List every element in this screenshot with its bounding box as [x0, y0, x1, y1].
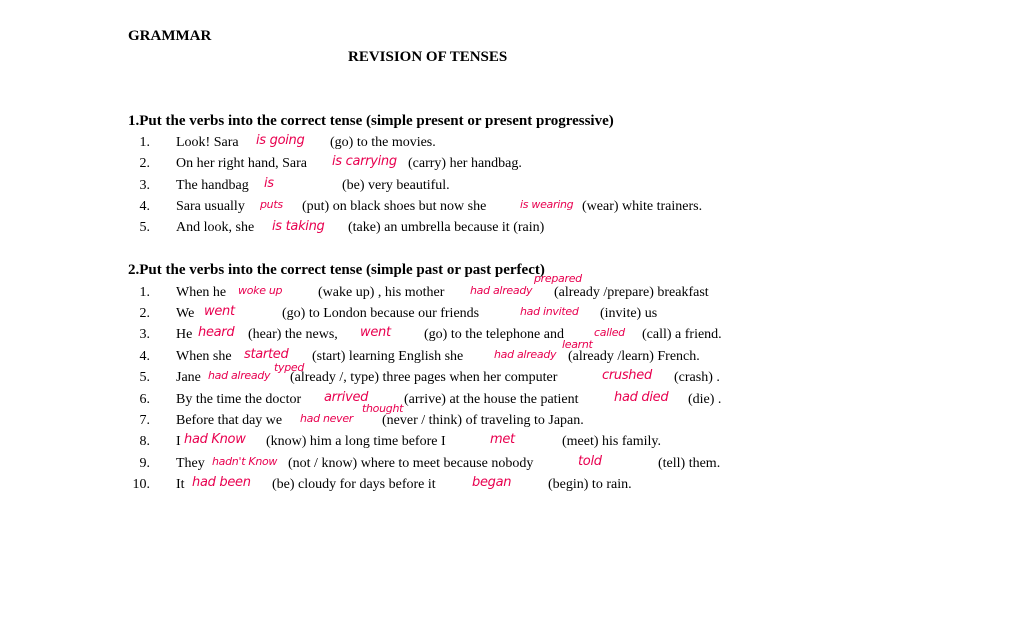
handwritten-answer: had invited [520, 305, 579, 318]
handwritten-answer: went [360, 325, 391, 340]
item-text: It [176, 477, 185, 492]
item-text: And look, she [176, 220, 255, 235]
item-text: I [176, 434, 181, 449]
item-number: 1. [139, 285, 150, 300]
item-text: Sara usually [176, 199, 245, 214]
item-text: (hear) the news, [248, 327, 338, 342]
item-text: They [176, 456, 205, 471]
grammar-label: GRAMMAR [128, 28, 212, 44]
item-text: When she [176, 349, 232, 364]
item-text: (start) learning English she [312, 349, 464, 364]
item-number: 10. [132, 477, 150, 492]
handwritten-answer-superscript: learnt [562, 338, 593, 351]
item-text: (be) very beautiful. [342, 178, 450, 193]
item-text: Look! Sara [176, 135, 239, 150]
handwritten-answer: had been [192, 475, 251, 490]
item-number: 6. [139, 392, 150, 407]
item-text: (go) to the telephone and [424, 327, 564, 342]
handwritten-answer-superscript: thought [362, 402, 404, 415]
item-text: (tell) them. [658, 456, 721, 471]
item-text: On her right hand, Sara [176, 156, 308, 171]
item-number: 5. [139, 370, 150, 385]
handwritten-answer: began [472, 475, 512, 490]
item-text: (put) on black shoes but now she [302, 199, 487, 214]
handwritten-answer-superscript: typed [274, 361, 305, 374]
handwritten-answer: told [578, 454, 602, 469]
handwritten-answer: called [594, 326, 625, 339]
item-text: (not / know) where to meet because nobody [288, 456, 534, 471]
item-text: (already /, type) three pages when her computer [290, 370, 558, 385]
section2-heading: 2.Put the verbs into the correct tense (simple past or past perfect) [128, 262, 545, 278]
item-number: 4. [139, 199, 150, 214]
handwritten-answer: is wearing [520, 198, 574, 211]
item-number: 3. [139, 178, 150, 193]
handwritten-answer: met [490, 432, 515, 447]
handwritten-answer: hadn't Know [212, 455, 278, 468]
item-text: (begin) to rain. [548, 477, 632, 492]
handwritten-answer: is carrying [332, 154, 397, 169]
item-number: 7. [139, 413, 150, 428]
item-number: 3. [139, 327, 150, 342]
item-number: 2. [139, 306, 150, 321]
item-text: When he [176, 285, 227, 300]
item-text: (call) a friend. [642, 327, 722, 342]
handwritten-answer: had Know [184, 432, 246, 447]
item-text: (wear) white trainers. [582, 199, 703, 214]
handwritten-answer: had already [494, 348, 557, 361]
handwritten-answer: had already [470, 284, 533, 297]
item-text: (arrive) at the house the patient [404, 392, 579, 407]
item-text: (crash) . [674, 370, 720, 385]
item-number: 4. [139, 349, 150, 364]
item-text: (go) to London because our friends [282, 306, 480, 321]
item-text: By the time the doctor [176, 392, 302, 407]
item-text: (never / think) of traveling to Japan. [382, 413, 584, 428]
handwritten-answer: had already [208, 369, 271, 382]
item-number: 8. [139, 434, 150, 449]
item-text: (take) an umbrella because it (rain) [348, 220, 545, 235]
handwritten-answer: is taking [272, 219, 325, 234]
item-text: (wake up) , his mother [318, 285, 445, 300]
item-text: (invite) us [600, 306, 658, 321]
item-number: 9. [139, 456, 150, 471]
item-text: Before that day we [176, 413, 283, 428]
handwritten-answer: went [204, 304, 235, 319]
item-text: He [176, 327, 193, 342]
handwritten-answer: is going [256, 133, 305, 148]
item-number: 2. [139, 156, 150, 171]
item-text: We [176, 306, 195, 321]
handwritten-answer-superscript: prepared [534, 272, 582, 285]
page-title: REVISION OF TENSES [348, 49, 508, 65]
item-number: 5. [139, 220, 150, 235]
handwritten-answer: had died [614, 390, 669, 405]
item-text: (carry) her handbag. [408, 156, 522, 171]
handwritten-answer: crushed [602, 368, 652, 383]
handwritten-answer: is [264, 176, 274, 191]
item-text: Jane [176, 370, 201, 385]
section1-heading: 1.Put the verbs into the correct tense (simple present or present progressive) [128, 113, 614, 129]
handwritten-answer: heard [198, 325, 235, 340]
item-text: (meet) his family. [562, 434, 662, 449]
item-text: (already /learn) French. [568, 349, 700, 364]
item-number: 1. [139, 135, 150, 150]
item-text: (be) cloudy for days before it [272, 477, 436, 492]
item-text: (go) to the movies. [330, 135, 436, 150]
item-text: (already /prepare) breakfast [554, 285, 709, 300]
handwritten-answer: had never [300, 412, 354, 425]
handwritten-answer: started [244, 347, 289, 362]
item-text: (die) . [688, 392, 722, 407]
handwritten-answer: puts [260, 198, 283, 211]
handwritten-answer: arrived [324, 390, 369, 405]
item-text: The handbag [176, 178, 249, 193]
handwritten-answer: woke up [238, 284, 283, 297]
item-text: (know) him a long time before I [266, 434, 446, 449]
